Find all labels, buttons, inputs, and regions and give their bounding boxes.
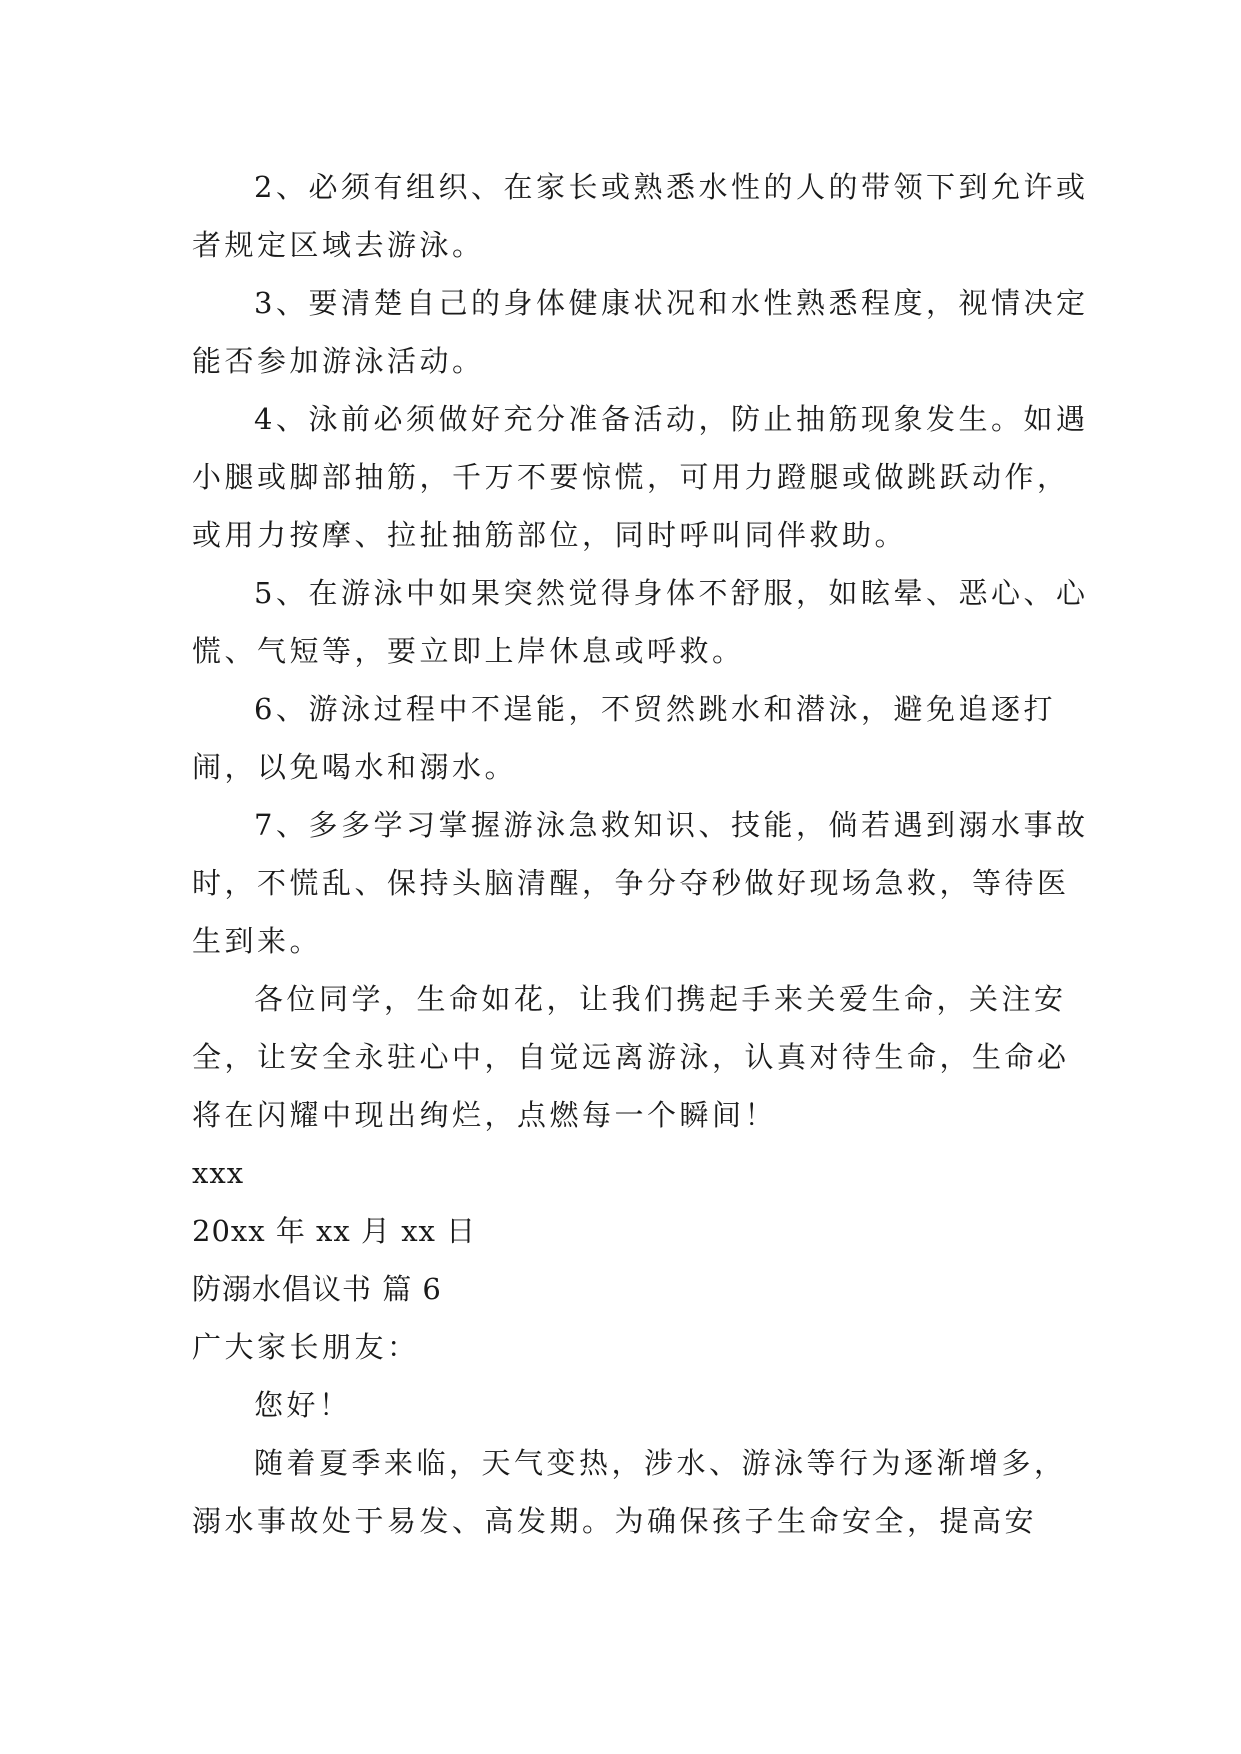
paragraph-item-4: 4、泳前必须做好充分准备活动，防止抽筋现象发生。如遇小腿或脚部抽筋，千万不要惊慌，可用力蹬腿或做跳跃动作，或用力按摩、拉扯抽筋部位，同时呼叫同伴救助。 — [192, 402, 1089, 552]
paragraph-item-5: 5、在游泳中如果突然觉得身体不舒服，如眩晕、恶心、心慌、气短等，要立即上岸休息或呼救。 — [192, 576, 1089, 668]
intro-paragraph: 随着夏季来临，天气变热，涉水、游泳等行为逐渐增多，溺水事故处于易发、高发期。为确保孩子生命安全，提高安 — [192, 1446, 1067, 1538]
date-line: 20xx 年 xx 月 xx 日 — [192, 1214, 477, 1248]
paragraph-item-2: 2、必须有组织、在家长或熟悉水性的人的带领下到允许或者规定区域去游泳。 — [192, 170, 1089, 262]
section-title: 防溺水倡议书 篇 6 — [192, 1272, 442, 1306]
closing-paragraph: 各位同学，生命如花，让我们携起手来关爱生命，关注安全，让安全永驻心中，自觉远离游泳，认真对待生命，生命必将在闪耀中现出绚烂，点燃每一个瞬间！ — [192, 982, 1070, 1132]
salutation: 广大家长朋友： — [192, 1330, 420, 1364]
paragraph-item-7: 7、多多学习掌握游泳急救知识、技能，倘若遇到溺水事故时，不慌乱、保持头脑清醒，争分夺秒做好现场急救，等待医生到来。 — [192, 808, 1089, 958]
greeting: 您好！ — [254, 1388, 352, 1422]
signature: xxx — [192, 1156, 245, 1190]
paragraph-item-3: 3、要清楚自己的身体健康状况和水性熟悉程度，视情决定能否参加游泳活动。 — [192, 286, 1089, 378]
paragraph-item-6: 6、游泳过程中不逞能，不贸然跳水和潜泳，避免追逐打闹，以免喝水和溺水。 — [192, 692, 1056, 784]
